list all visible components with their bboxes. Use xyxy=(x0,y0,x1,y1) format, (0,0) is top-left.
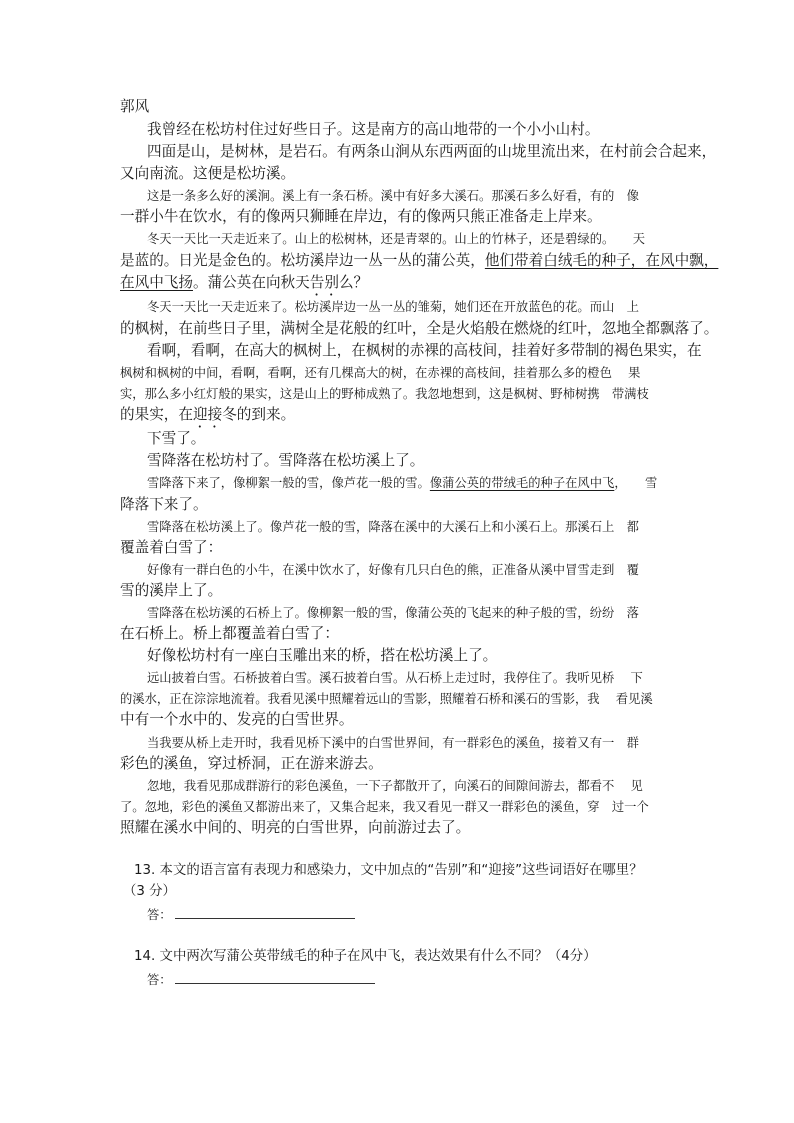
paragraph-5-line-2: 的枫树，在前些日子里，满树全是花般的红叶，全是火焰般在燃烧的红叶，忽地全都飘落了。 xyxy=(120,320,719,337)
paragraph-14-line-1: 远山披着白雪。石桥披着白雪。溪石披着白雪。从石桥上走过时，我停住了。我听见桥 下 xyxy=(147,671,643,685)
underlined-phrase: 在风中飞扬 xyxy=(120,274,193,291)
author-name: 郭风 xyxy=(120,98,150,115)
answer-label-13: 答： xyxy=(147,908,172,922)
underlined-phrase: 像蒲公英的带绒毛的种子在风中飞 xyxy=(429,476,615,490)
paragraph-6-line-1: 看啊，看啊，在高大的枫树上，在枫树的赤裸的高枝间，挂着好多带制的褐色果实，在 xyxy=(147,342,702,359)
paragraph-16-line-2: 了。忽地，彩色的溪鱼又都游出来了，又集合起来，我又看见一群又一群彩色的溪鱼，穿 过一个 xyxy=(120,800,649,814)
paragraph-11-line-2: 雪的溪岸上了。 xyxy=(120,582,223,599)
paragraph-4-text: 。蒲公英在向秋天 xyxy=(192,274,310,291)
question-14: 14. 文中两次写蒲公英带绒毛的种子在风中飞，表达效果有什么不同？（4分） xyxy=(134,949,597,964)
paragraph-6-line-2: 枫树和枫树的中间，看啊，看啊，还有几棵高大的树，在赤裸的高枝间，挂着那么多的橙色 果 xyxy=(120,366,641,380)
paragraph-6-line-4 xyxy=(120,404,295,431)
paragraph-9-line-2: 降落下来了。 xyxy=(120,496,208,513)
paragraph-6-line-3: 实，那么多小红灯般的果实，这是山上的野柿成熟了。我忽地想到，这是枫树、野柿树携 带满枝 xyxy=(120,387,649,401)
paragraph-16-line-3: 照耀在溪水中间的、明亮的白雪世界，向前游过去了。 xyxy=(120,819,471,836)
answer-label-14: 答： xyxy=(147,973,172,987)
dotted-word-farewell: 告别 xyxy=(309,274,339,291)
paragraph-11-line-1: 好像有一群白色的小牛，在溪中饮水了，好像有几只白色的熊，正准备从溪中冒雪走到 覆 xyxy=(147,563,639,577)
paragraph-7: 下雪了。 xyxy=(147,430,206,447)
paragraph-6-text: 冬的到来。 xyxy=(222,406,296,423)
paragraph-9-text: ， 雪 xyxy=(614,476,658,490)
paragraph-4-line-3 xyxy=(120,272,368,299)
underlined-phrase: 他们带着白绒毛的种子，在风中飘， xyxy=(484,252,719,269)
paragraph-9-line-1 xyxy=(147,472,657,494)
question-13-points: （3 分） xyxy=(123,884,176,899)
paragraph-12-line-2: 在石桥上。桥上都覆盖着白雪了： xyxy=(120,625,339,642)
question-13: 13. 本文的语言富有表现力和感染力，文中加点的“告别”和“迎接”这些词语好在哪里？ xyxy=(134,863,643,878)
paragraph-3-line-2: 一群小牛在饮水，有的像两只狮睡在岸边，有的像两只熊正准备走上岸来。 xyxy=(120,208,602,225)
paragraph-4-line-2 xyxy=(120,250,718,272)
paragraph-12-line-1: 雪降落在松坊溪的石桥上了。像柳絮一般的雪，像蒲公英的飞起来的种子般的雪，纷纷 落 xyxy=(147,606,639,620)
paragraph-14-line-3: 中有一个水中的、发亮的白雪世界。 xyxy=(120,711,354,728)
paragraph-13: 好像松坊村有一座白玉雕出来的桥，搭在松坊溪上了。 xyxy=(147,647,498,664)
answer-line-13[interactable] xyxy=(175,918,355,919)
paragraph-8: 雪降落在松坊村了。雪降落在松坊溪上了。 xyxy=(147,452,425,469)
paragraph-6-text: 的果实，在 xyxy=(120,406,193,423)
paragraph-5-line-1: 冬天一天比一天走近来了。松坊溪岸边一丛一丛的雏菊，她们还在开放蓝色的花。而山 上 xyxy=(147,300,639,314)
paragraph-14-line-2: 的溪水，正在淙淙地流着。我看见溪中照耀着远山的雪影，照耀着石桥和溪石的雪影，我 看见溪 xyxy=(120,692,653,706)
paragraph-10-line-2: 覆盖着白雪了： xyxy=(120,539,223,556)
paragraph-15-line-2: 彩色的溪鱼，穿过桥洞，正在游来游去。 xyxy=(120,755,383,772)
paragraph-9-text: 雪降落下来了，像柳絮一般的雪，像芦花一般的雪。 xyxy=(147,476,430,490)
paragraph-15-line-1: 当我要从桥上走开时，我看见桥下溪中的白雪世界间，有一群彩色的溪鱼，接着又有一 群 xyxy=(147,736,639,750)
paragraph-2-line-2: 又向南流。这便是松坊溪。 xyxy=(120,165,296,182)
paragraph-4-text: 是蓝的。日光是金色的。松坊溪岸边一丛一丛的蒲公英， xyxy=(120,252,485,269)
paragraph-2-line-1: 四面是山，是树林，是岩石。有两条山涧从东西两面的山垅里流出来，在村前会合起来， xyxy=(147,143,717,160)
dotted-word-welcome: 迎接 xyxy=(192,406,223,423)
paragraph-10-line-1: 雪降落在松坊溪上了。像芦花一般的雪，降落在溪中的大溪石上和小溪石上。那溪石上 都 xyxy=(147,520,639,534)
paragraph-4-line-1: 冬天一天比一天走近来了。山上的松树林，还是青翠的。山上的竹林子，还是碧绿的。 天 xyxy=(147,232,646,246)
paragraph-4-text: 么？ xyxy=(338,274,369,291)
paragraph-16-line-1: 忽地，我看见那成群游行的彩色溪鱼，一下子都散开了，向溪石的间隙间游去，都看不 见 xyxy=(147,779,643,793)
paragraph-1: 我曾经在松坊村住过好些日子。这是南方的高山地带的一个小小山村。 xyxy=(147,121,600,138)
paragraph-3-line-1: 这是一条多么好的溪涧。溪上有一条石桥。溪中有好多大溪石。那溪石多么好看，有的 像 xyxy=(147,189,639,203)
answer-line-14[interactable] xyxy=(175,983,375,984)
